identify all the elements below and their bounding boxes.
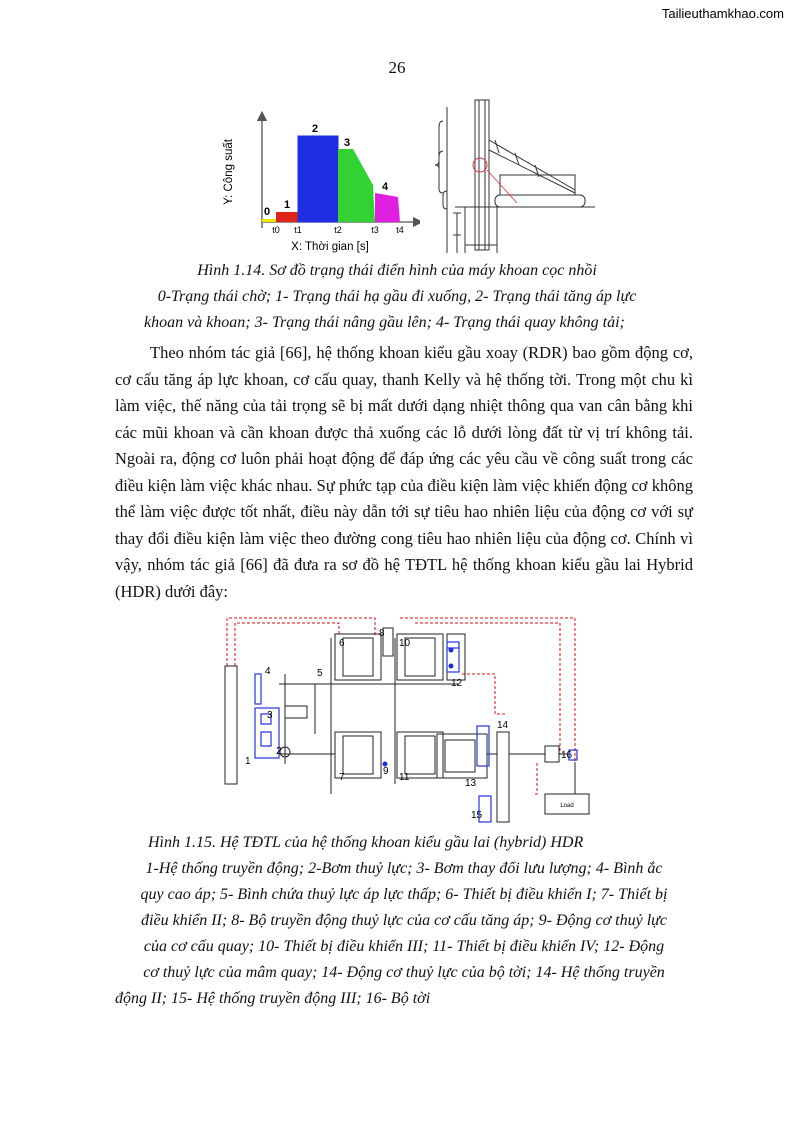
schematic-label-11: 11 xyxy=(399,772,410,783)
schematic-label-13: 13 xyxy=(465,778,477,789)
figure-1-15-legend-6: động II; 15- Hệ thống truyền động III; 16- Bộ tời xyxy=(115,990,431,1007)
page-number: 26 xyxy=(388,58,406,77)
schematic-label-4: 4 xyxy=(265,666,271,677)
drilling-rig-diagram xyxy=(425,95,595,257)
x-axis-label: X: Thời gian [s] xyxy=(291,241,369,253)
figure-1-15-legend-5: cơ thuỷ lực của mâm quay; 14- Động cơ thuỷ lực của bộ tời; 14- Hệ thống truyền xyxy=(143,964,665,981)
schematic-label-15: 15 xyxy=(471,810,483,821)
tick-t3: t3 xyxy=(371,225,379,235)
tick-t1: t1 xyxy=(294,225,302,235)
tick-t4: t4 xyxy=(396,225,404,235)
body-paragraph xyxy=(115,340,693,605)
schematic-label-2: 2 xyxy=(276,746,282,757)
state-label-0: 0 xyxy=(264,206,271,218)
state-2-bar xyxy=(298,136,338,222)
state-label-4: 4 xyxy=(382,181,389,193)
state-label-1: 1 xyxy=(284,199,291,211)
figure-1-14-legend-2: khoan và khoan; 3- Trạng thái nâng gầu lên; 4- Trạng thái quay không tải; xyxy=(144,314,625,331)
watermark: Tailieuthamkhao.com xyxy=(661,6,784,21)
state-1-bar xyxy=(276,212,298,222)
state-label-3: 3 xyxy=(344,137,351,149)
figure-1-15-legend-1: 1-Hệ thống truyền động; 2-Bơm thuỷ lực; 3- Bơm thay đổi lưu lượng; 4- Bình ắc xyxy=(145,860,663,877)
schematic-label-5: 5 xyxy=(317,668,323,679)
figure-1-15-title: Hình 1.15. Hệ TĐTL của hệ thống khoan kiểu gầu lai (hybrid) HDR xyxy=(148,834,584,851)
state-0-bar xyxy=(262,219,276,222)
figure-1-15-legend-4: của cơ cấu quay; 10- Thiết bị điều khiển III; 11- Thiết bị điều khiển IV; 12- Động xyxy=(143,938,665,955)
figure-1-15-legend-2: quy cao áp; 5- Bình chứa thuỷ lực áp lực thấp; 6- Thiết bị điều khiển I; 7- Thiết bị xyxy=(140,886,668,903)
control-unit-12 xyxy=(447,634,465,680)
schematic-label-7: 7 xyxy=(339,772,345,783)
state-4-bar xyxy=(375,193,400,222)
hdr-hydraulic-schematic xyxy=(215,614,595,826)
figure-1-14-title: Hình 1.14. Sơ đồ trạng thái điển hình của máy khoan cọc nhồi xyxy=(197,262,597,279)
schematic-label-16: 16 xyxy=(561,750,573,761)
schematic-label-1: 1 xyxy=(245,756,251,767)
schematic-label-8: 8 xyxy=(379,628,385,639)
figure-1-15-legend-3: điều khiển II; 8- Bộ truyền động thuỷ lực của cơ cấu tăng áp; 9- Động cơ thuỷ lực xyxy=(141,912,667,929)
load-label: Load xyxy=(560,803,574,809)
state-3-bar xyxy=(338,149,375,222)
drive-system-1 xyxy=(225,666,237,784)
schematic-label-10: 10 xyxy=(399,638,411,649)
figure-1-14-caption xyxy=(100,258,694,336)
power-state-chart xyxy=(220,110,420,258)
schematic-label-12: 12 xyxy=(451,678,463,689)
y-axis-label: Y: Công suất xyxy=(223,139,235,205)
figure-1-15-caption xyxy=(115,830,693,1012)
schematic-label-6: 6 xyxy=(339,638,345,649)
state-label-2: 2 xyxy=(312,123,319,135)
tick-t2: t2 xyxy=(334,225,342,235)
drive-system-II xyxy=(497,732,509,822)
tick-t0: t0 xyxy=(272,225,280,235)
paragraph-text: Theo nhóm tác giả [66], hệ thống khoan kiểu gầu xoay (RDR) bao gồm động cơ, cơ cấu tăng áp lực khoan, cơ cấu quay, thanh Kelly và hệ thống tời. Trong một chu kì làm việc, thế năng của tải trọng sẽ bị mất dưới dạng nhiệt thông qua van cân bằng khi các mũi khoan và cần khoan được thả xuống các lỗ dưới lòng đất từ vị trí không tải. Ngoài ra, động cơ luôn phải hoạt động để đáp ứng các yêu cầu về công suất trong các điều kiện làm việc khác nhau. Sự phức tạp của điều kiện làm việc khiến động cơ không thể làm việc được tốt nhất, điều này dẫn tới sự tiêu hao nhiên liệu của động cơ với sự thay đổi điều kiện làm việc theo đường cong tiêu hao nhiên liệu của động cơ. Chính vì vậy, nhóm tác giả [66] đã đưa ra sơ đồ hệ TĐTL hệ thống khoan kiểu gầu lai Hybrid (HDR) dưới đây: xyxy=(115,343,693,601)
schematic-label-3: 3 xyxy=(267,710,273,721)
schematic-label-9: 9 xyxy=(383,766,389,777)
figure-1-14-legend-1: 0-Trạng thái chờ; 1- Trạng thái hạ gầu đi xuống, 2- Trạng thái tăng áp lực xyxy=(157,288,637,305)
gearbox-x xyxy=(545,746,559,762)
schematic-label-14: 14 xyxy=(497,720,509,731)
